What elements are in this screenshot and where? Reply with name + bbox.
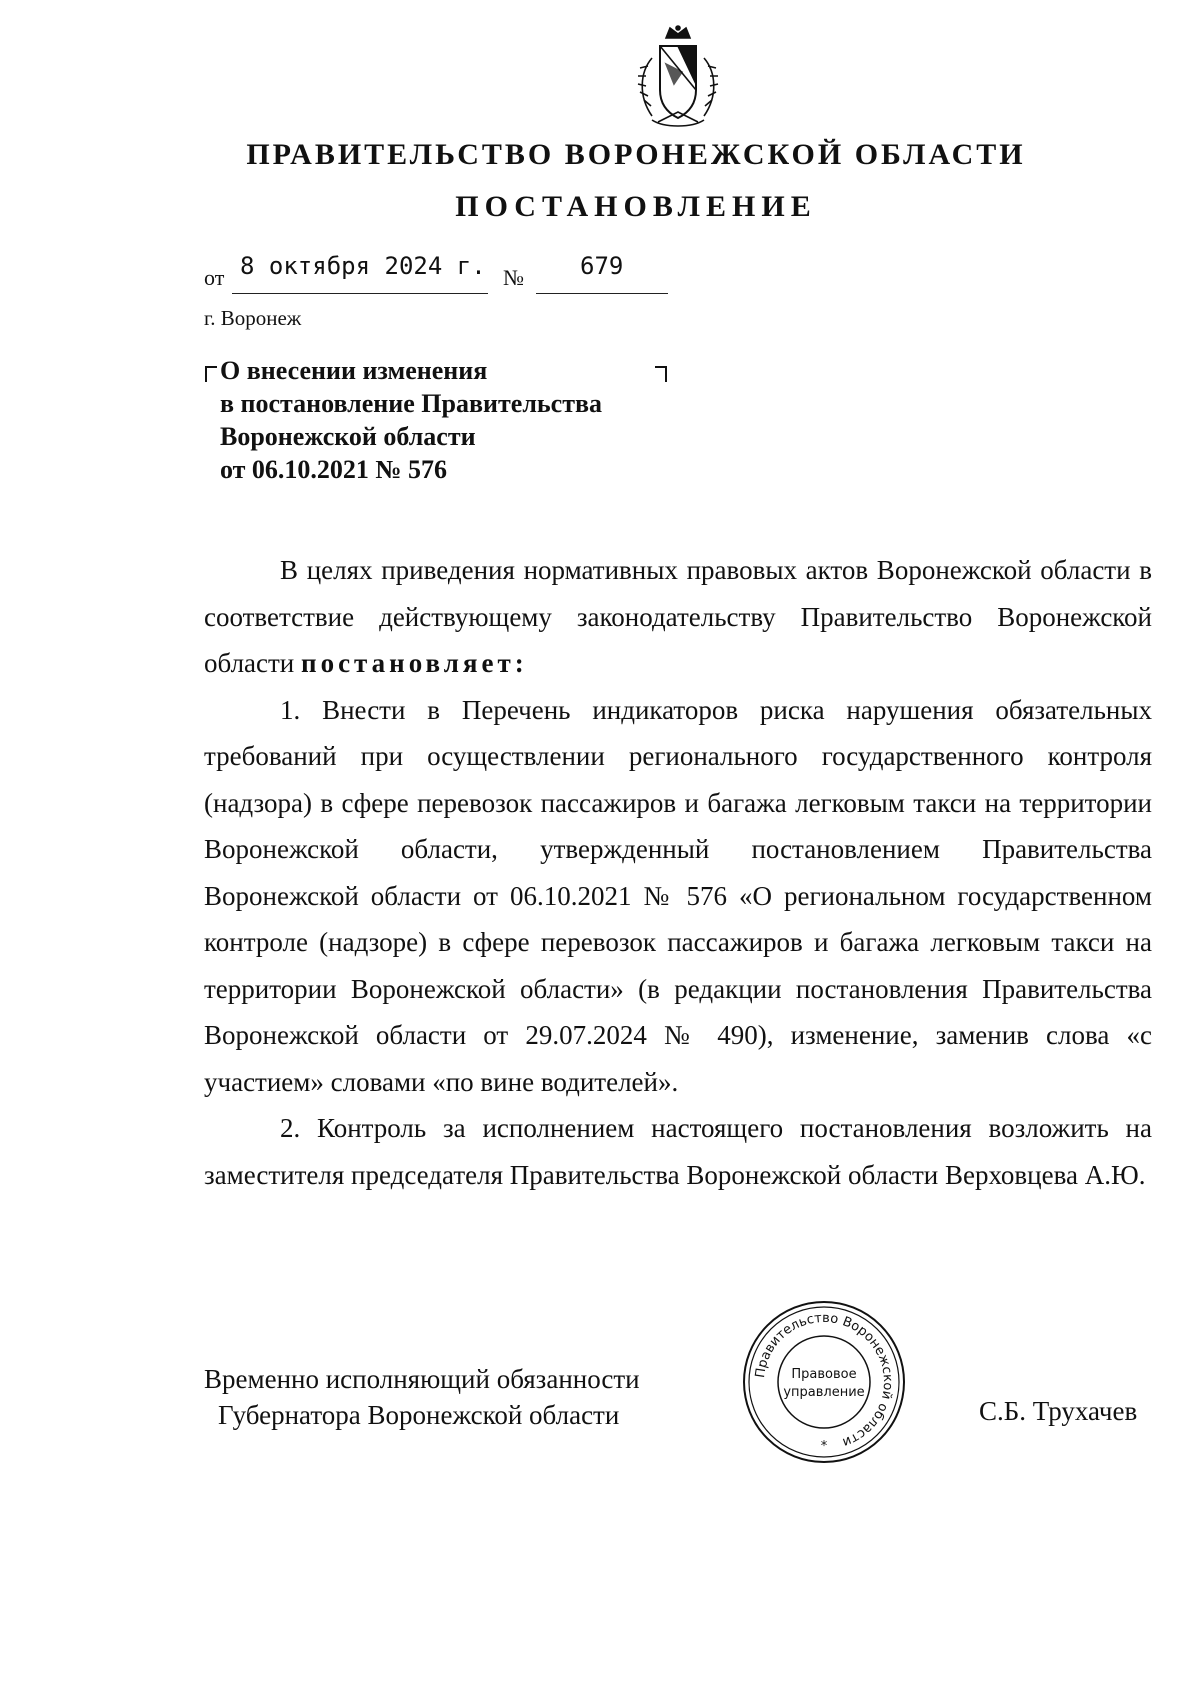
number-underline — [536, 293, 668, 294]
subject-line: от 06.10.2021 № 576 — [220, 455, 448, 484]
document-body — [204, 547, 1152, 1198]
decree-word: постановляет: — [301, 648, 528, 678]
subject-line: в постановление Правительства — [220, 389, 603, 418]
subject-line: О внесении изменения — [220, 356, 488, 385]
date-prefix: от — [204, 265, 225, 290]
preamble-paragraph — [204, 547, 1152, 687]
document-type: ПОСТАНОВЛЕНИЕ — [455, 190, 817, 223]
item-1-paragraph: 1. Внести в Перечень индикаторов риска нарушения обязательных требований при осуществлении регионального государственного контроля (надзора) в сфере перевозок пассажиров и багажа легковым такси на территории Воронежской области, утвержденный постановлением Правительства Воронежской области от 06.10.2021 № 576 «О региональном государственном контроле (надзоре) в сфере перевозок пассажиров и багажа легковым такси на территории Воронежской области» (в редакции постановления Правительства Воронежской области от 29.07.2024 № 490), изменение, заменив слова «с участием» словами «по вине водителей». — [204, 694, 1152, 1097]
stamp-ring-text: Правительство Воронежской области — [753, 1310, 896, 1450]
corner-mark-right — [655, 366, 667, 382]
coat-of-arms-icon — [622, 24, 734, 136]
signatory-name: С.Б. Трухачев — [979, 1396, 1138, 1426]
signatory-position-line-2: Губернатора Воронежской области — [218, 1400, 620, 1430]
item-2-paragraph: 2. Контроль за исполнением настоящего постановления возложить на заместителя председателя Правительства Воронежской области Верховцева А.Ю. — [204, 1113, 1152, 1190]
city: г. Воронеж — [204, 306, 302, 330]
stamp-center-line-2: управление — [783, 1385, 865, 1400]
preamble-text: В целях приведения нормативных правовых актов Воронежской области в соответствие действующему законодательству Правительство Воронежской области — [204, 555, 1152, 678]
signatory-position-line-1: Временно исполняющий обязанности — [204, 1364, 640, 1394]
document-subject — [220, 354, 602, 486]
stamp-star: * — [820, 1439, 828, 1454]
document-number: 679 — [580, 252, 624, 280]
document-date: 8 октября 2024 г. — [240, 252, 486, 280]
stamp-center-line-1: Правовое — [791, 1367, 857, 1382]
subject-line: Воронежской области — [220, 422, 476, 451]
organization-title: ПРАВИТЕЛЬСТВО ВОРОНЕЖСКОЙ ОБЛАСТИ — [246, 138, 1026, 171]
date-underline — [232, 293, 488, 294]
signatory-position — [204, 1361, 640, 1433]
official-stamp — [740, 1298, 908, 1466]
corner-mark-left — [205, 366, 217, 382]
number-label: № — [503, 265, 524, 290]
